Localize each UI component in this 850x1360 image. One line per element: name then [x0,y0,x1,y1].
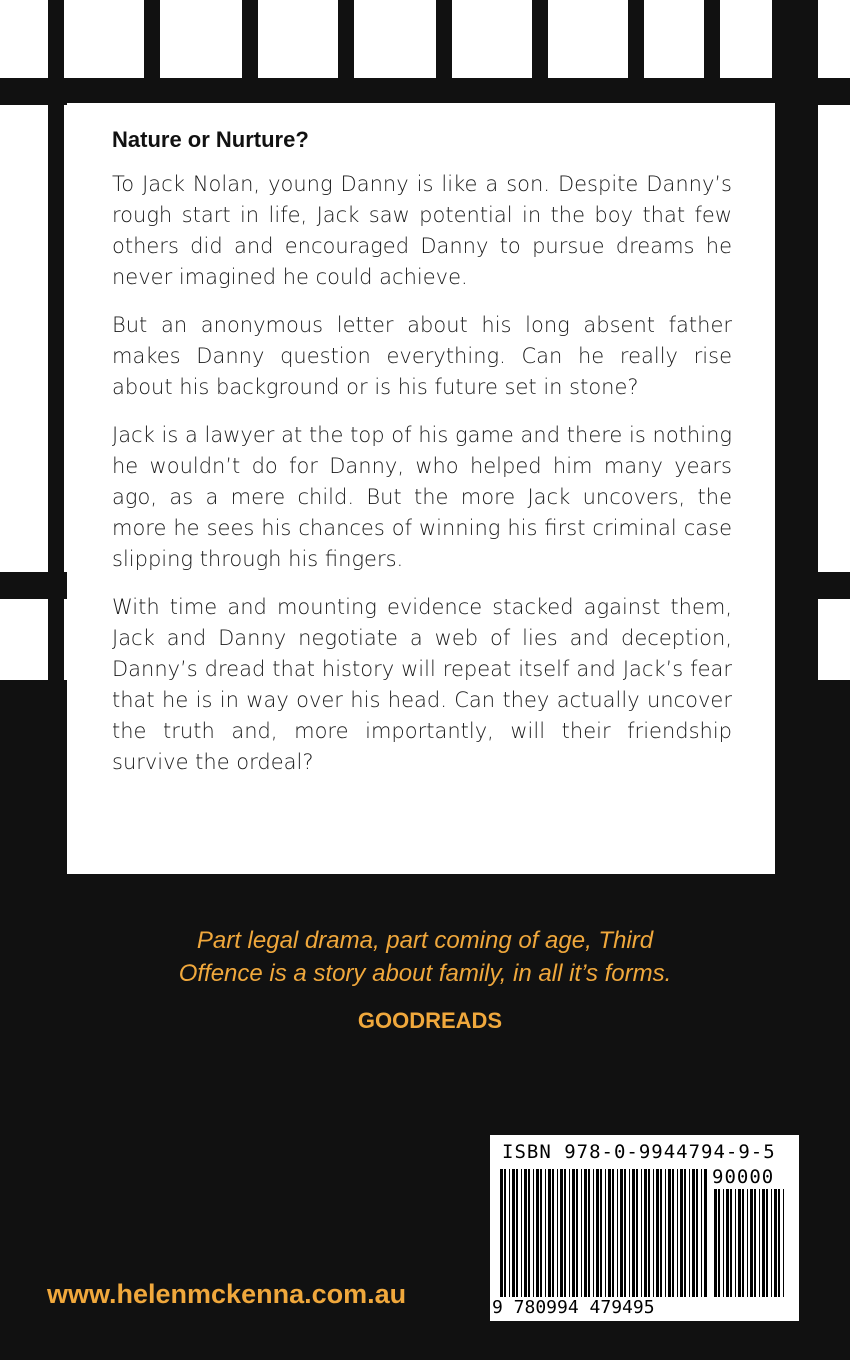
blurb-panel [67,103,775,874]
blurb-heading: Nature or Nurture? [112,127,309,152]
vertical-bar [48,0,64,680]
isbn-number: ISBN 978-0-9944794-9-5 [502,1141,776,1163]
isbn-barcode [490,1135,799,1321]
blurb-paragraph: Jack is a lawyer at the top of his game and there is nothing he wouldn’t do for Danny, who helped him many years ago, as a mere child. But the more Jack uncovers, the more he sees his chances of winning his first criminal case slipping through his fingers. [112,423,732,571]
review-quote [0,924,850,990]
barcode-addon-bars [714,1189,788,1297]
blurb-paragraph: To Jack Nolan, young Danny is like a son. Despite Danny’s rough start in life, Jack saw potential in the boy that few others did and encouraged Danny to pursue dreams he never imagined he could achieve. [112,172,732,289]
blurb-paragraph: But an anonymous letter about his long absent father makes Danny question everything. Can he really rise about his background or is his future set in stone? [112,313,732,399]
barcode-digits: 9 780994 479495 [492,1297,655,1318]
author-website-link[interactable]: www.helenmckenna.com.au [47,1279,407,1309]
review-source: GOODREADS [357,1008,503,1033]
vertical-bar [772,0,818,680]
review-quote-line: Offence is a story about family, in all it’s forms. [178,960,672,987]
horizontal-bar [0,78,850,105]
review-quote-line: Part legal drama, part coming of age, Third [196,927,654,954]
barcode-main-bars [500,1169,708,1297]
blurb-paragraph: With time and mounting evidence stacked against them, Jack and Danny negotiate a web of lies and deception, Danny’s dread that history will repeat itself and Jack’s fear that he is in way over his head. Can they actually uncover the truth and, more importantly, will their friendship survive the ordeal? [112,595,732,774]
barcode-addon-number: 90000 [712,1166,775,1188]
